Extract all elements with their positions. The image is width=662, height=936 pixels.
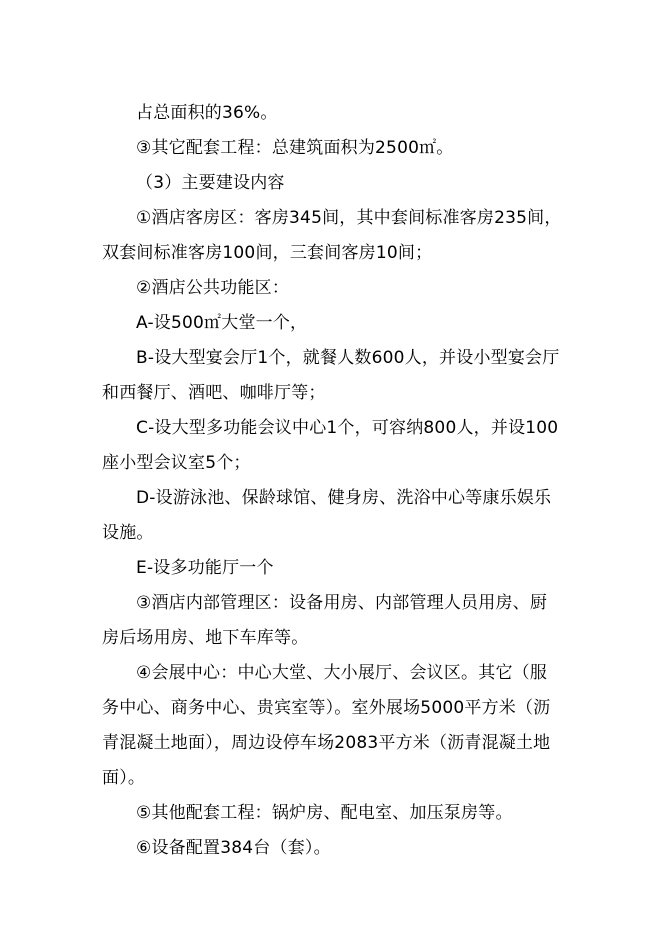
paragraph-guest-rooms: ①酒店客房区：客房345间，其中套间标准客房235间，双套间标准客房100间，三套间客房10间； <box>102 208 562 263</box>
paragraph-internal-management: ③酒店内部管理区：设备用房、内部管理人员用房、厨房后场用房、地下车库等。 <box>102 593 548 648</box>
list-item-banquet-hall: B-设大型宴会厅1个，就餐人数600人，并设小型宴会厅和西餐厅、酒吧、咖啡厅等； <box>102 348 560 403</box>
paragraph-area-share: 占总面积的36%。 <box>136 103 278 123</box>
section-heading-main-contents: （3）主要建设内容 <box>136 173 285 193</box>
paragraph-supporting-works: ⑤其他配套工程：锅炉房、配电室、加压泵房等。 <box>136 803 513 823</box>
list-item-conference-center: C-设大型多功能会议中心1个，可容纳800人，并设100座小型会议室5个； <box>102 418 559 473</box>
list-item-lobby: A-设500㎡大堂一个， <box>136 313 308 333</box>
paragraph-equipment: ⑥设备配置384台（套）。 <box>136 838 331 858</box>
list-item-recreation: D-设游泳池、保龄球馆、健身房、洗浴中心等康乐娱乐设施。 <box>102 488 552 543</box>
list-item-multifunction-hall: E-设多功能厅一个 <box>136 558 274 578</box>
paragraph-other-facilities-area: ③其它配套工程：总建筑面积为2500㎡。 <box>136 138 454 158</box>
document-body <box>102 96 562 866</box>
paragraph-public-area-heading: ②酒店公共功能区： <box>136 278 290 298</box>
paragraph-exhibition-center: ④会展中心：中心大堂、大小展厅、会议区。其它（服务中心、商务中心、贵宾室等）。室外展场5000平方米（沥青混凝土地面），周边设停车场2083平方米（沥青混凝土地面）。 <box>102 663 551 788</box>
